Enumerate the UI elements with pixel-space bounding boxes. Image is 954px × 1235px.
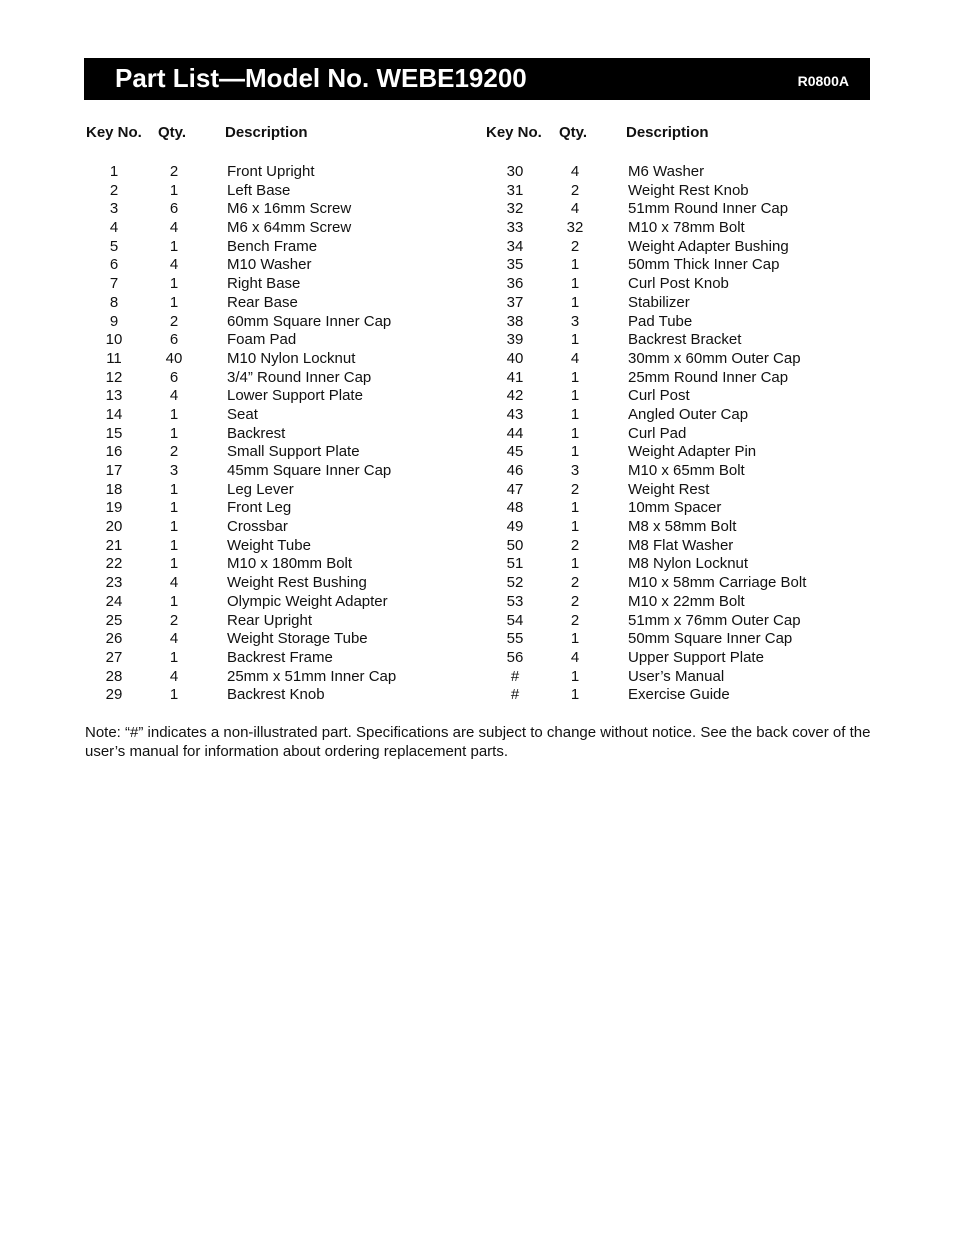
footnote: Note: “#” indicates a non-illustrated part. Specifications are subject to change without notice. See the back cover of the user’s manual for information about ordering replacement parts.	[85, 724, 871, 760]
part-row	[486, 593, 870, 612]
part-row	[85, 331, 465, 350]
part-row	[486, 462, 870, 481]
part-row	[85, 256, 465, 275]
part-description: Lower Support Plate	[227, 387, 363, 405]
part-row	[486, 481, 870, 500]
part-key-no: 6	[109, 256, 119, 274]
part-key-no: 17	[105, 462, 123, 479]
part-description: Weight Rest Knob	[628, 181, 749, 199]
part-key-no: 39	[506, 331, 524, 349]
part-row	[486, 350, 870, 369]
part-key-no: 9	[109, 312, 119, 330]
part-row	[85, 499, 465, 518]
part-key-no: 34	[506, 237, 524, 255]
part-qty: 1	[570, 686, 580, 704]
part-key-no: 49	[506, 518, 524, 536]
part-qty: 2	[169, 611, 179, 629]
part-row	[486, 518, 870, 537]
title-bar	[84, 58, 870, 100]
part-key-no: 4	[109, 219, 119, 237]
part-description: M10 x 58mm Carriage Bolt	[628, 574, 807, 592]
part-key-no: 50	[506, 536, 524, 554]
part-key-no: 23	[105, 574, 123, 592]
part-key-no: 56	[506, 648, 524, 666]
part-row	[486, 630, 870, 649]
part-description: Stabilizer	[628, 293, 690, 311]
part-qty: 1	[169, 536, 179, 554]
part-description: 51mm Round Inner Cap	[628, 200, 789, 218]
part-description: Backrest Frame	[227, 648, 333, 666]
part-row	[486, 499, 870, 518]
part-description: M8 Flat Washer	[628, 536, 734, 554]
part-row	[85, 649, 465, 668]
part-qty: 6	[169, 200, 179, 218]
part-key-no: 52	[506, 574, 524, 592]
part-row	[486, 200, 870, 219]
part-row	[85, 350, 465, 369]
part-row	[85, 200, 465, 219]
part-description: Pad Tube	[628, 312, 693, 330]
part-description: Weight Adapter Pin	[628, 443, 757, 461]
part-row	[486, 275, 870, 294]
part-key-no: 44	[506, 424, 524, 442]
part-row	[85, 668, 465, 687]
part-description: 60mm Square Inner Cap	[227, 312, 392, 330]
part-qty: 1	[570, 387, 580, 405]
part-description: Rear Base	[227, 293, 298, 311]
part-row	[486, 256, 870, 275]
part-description: M10 x 180mm Bolt	[227, 555, 353, 573]
part-description: Seat	[227, 405, 258, 423]
part-row	[85, 182, 465, 201]
part-key-no: #	[510, 686, 520, 704]
part-key-no: 15	[105, 424, 123, 442]
part-qty: 1	[570, 667, 580, 685]
part-qty: 1	[169, 424, 179, 442]
part-row	[85, 443, 465, 462]
part-qty: 1	[169, 480, 179, 498]
part-key-no: 54	[506, 611, 524, 629]
part-key-no: 24	[105, 592, 123, 610]
part-row	[85, 537, 465, 556]
part-description: Small Support Plate	[227, 443, 360, 461]
part-qty: 1	[570, 555, 580, 573]
part-key-no: 43	[506, 405, 524, 423]
part-row	[85, 462, 465, 481]
part-key-no: 40	[506, 349, 524, 367]
part-key-no: 2	[109, 181, 119, 199]
part-qty: 6	[169, 368, 179, 386]
part-key-no: 12	[105, 368, 123, 386]
part-description: 45mm Square Inner Cap	[227, 462, 392, 479]
part-description: Weight Rest	[628, 480, 710, 498]
part-qty: 1	[570, 368, 580, 386]
part-description: Backrest Knob	[227, 686, 325, 704]
part-qty: 1	[570, 293, 580, 311]
part-qty: 1	[570, 275, 580, 293]
part-row	[486, 612, 870, 631]
part-key-no: 36	[506, 275, 524, 293]
part-qty: 32	[566, 219, 584, 237]
part-key-no: 1	[109, 163, 119, 180]
part-key-no: 53	[506, 592, 524, 610]
part-row	[486, 294, 870, 313]
part-qty: 1	[169, 648, 179, 666]
part-qty: 2	[169, 443, 179, 461]
part-description: Angled Outer Cap	[628, 405, 749, 423]
part-description: User’s Manual	[628, 667, 725, 685]
part-description: 25mm x 51mm Inner Cap	[227, 667, 397, 685]
part-qty: 1	[169, 237, 179, 255]
part-description: M10 x 22mm Bolt	[628, 592, 745, 610]
part-qty: 2	[570, 611, 580, 629]
part-description: Left Base	[227, 181, 291, 199]
part-description: 50mm Thick Inner Cap	[628, 256, 780, 274]
part-row	[486, 686, 870, 705]
part-row	[85, 406, 465, 425]
part-qty: 3	[570, 462, 580, 479]
part-row	[486, 387, 870, 406]
part-key-no: 26	[105, 630, 123, 648]
part-qty: 4	[570, 349, 580, 367]
part-qty: 1	[169, 555, 179, 573]
part-row	[85, 518, 465, 537]
part-description: Backrest Bracket	[628, 331, 742, 349]
part-description: M6 x 16mm Screw	[227, 200, 352, 218]
part-qty: 2	[570, 536, 580, 554]
part-qty: 4	[570, 200, 580, 218]
part-qty: 1	[169, 518, 179, 536]
part-row	[85, 612, 465, 631]
part-description: 25mm Round Inner Cap	[628, 368, 789, 386]
part-key-no: 3	[109, 200, 119, 218]
part-key-no: 35	[506, 256, 524, 274]
part-row	[486, 313, 870, 332]
part-description: Crossbar	[227, 518, 288, 536]
part-qty: 4	[169, 667, 179, 685]
part-description: Leg Lever	[227, 480, 294, 498]
part-description: Weight Rest Bushing	[227, 574, 367, 592]
part-key-no: 28	[105, 667, 123, 685]
part-key-no: 13	[105, 387, 123, 405]
parts-list-left	[85, 163, 465, 705]
part-description: M8 Nylon Locknut	[628, 555, 749, 573]
part-qty: 1	[169, 499, 179, 517]
part-description: M10 x 78mm Bolt	[628, 219, 745, 237]
part-qty: 4	[169, 630, 179, 648]
part-description: Front Leg	[227, 499, 292, 517]
part-row	[85, 238, 465, 257]
part-key-no: 20	[105, 518, 123, 536]
part-qty: 4	[169, 387, 179, 405]
part-qty: 4	[570, 648, 580, 666]
part-qty: 2	[570, 574, 580, 592]
part-description: Right Base	[227, 275, 301, 293]
document-code: R0800A	[797, 73, 849, 89]
left-header-description: Description	[225, 124, 308, 141]
part-qty: 6	[169, 331, 179, 349]
part-row	[85, 686, 465, 705]
part-description: Weight Tube	[227, 536, 311, 554]
part-key-no: 48	[506, 499, 524, 517]
part-qty: 3	[570, 312, 580, 330]
part-qty: 1	[570, 405, 580, 423]
part-row	[85, 387, 465, 406]
part-key-no: 32	[506, 200, 524, 218]
part-description: 3/4” Round Inner Cap	[227, 368, 372, 386]
part-key-no: 45	[506, 443, 524, 461]
part-qty: 4	[169, 574, 179, 592]
part-qty: 1	[570, 443, 580, 461]
part-key-no: 51	[506, 555, 524, 573]
part-qty: 1	[169, 405, 179, 423]
part-row	[486, 574, 870, 593]
part-description: 50mm Square Inner Cap	[628, 630, 793, 648]
right-header-key-no: Key No.	[486, 124, 542, 141]
part-description: 30mm x 60mm Outer Cap	[628, 349, 801, 367]
part-key-no: 11	[106, 349, 122, 367]
part-key-no: 10	[105, 331, 123, 349]
part-description: Olympic Weight Adapter	[227, 592, 388, 610]
part-qty: 2	[169, 312, 179, 330]
part-row	[486, 555, 870, 574]
part-description: M6 x 64mm Screw	[227, 219, 352, 237]
part-row	[85, 481, 465, 500]
part-description: M10 Nylon Locknut	[227, 349, 356, 367]
part-key-no: 33	[506, 219, 524, 237]
part-row	[85, 555, 465, 574]
part-description: Weight Adapter Bushing	[628, 237, 789, 255]
part-qty: 2	[169, 163, 179, 180]
part-qty: 1	[169, 686, 179, 704]
part-key-no: 41	[506, 368, 524, 386]
part-key-no: 19	[105, 499, 123, 517]
part-qty: 1	[169, 181, 179, 199]
part-qty: 1	[169, 293, 179, 311]
part-description: Curl Post Knob	[628, 275, 729, 293]
part-qty: 4	[169, 219, 179, 237]
part-key-no: 25	[105, 611, 123, 629]
part-description: Backrest	[227, 424, 286, 442]
part-qty: 1	[570, 630, 580, 648]
part-key-no: 47	[506, 480, 524, 498]
part-qty: 2	[570, 592, 580, 610]
part-qty: 2	[570, 181, 580, 199]
part-description: 10mm Spacer	[628, 499, 722, 517]
part-description: Bench Frame	[227, 237, 318, 255]
part-row	[486, 537, 870, 556]
part-qty: 1	[570, 499, 580, 517]
part-qty: 1	[570, 424, 580, 442]
right-header-qty: Qty.	[559, 124, 588, 141]
part-key-no: 5	[109, 237, 119, 255]
part-description: Curl Pad	[628, 424, 687, 442]
part-qty: 1	[169, 592, 179, 610]
part-key-no: 30	[506, 163, 524, 180]
part-key-no: 16	[105, 443, 123, 461]
part-qty: 3	[169, 462, 179, 479]
part-qty: 1	[570, 518, 580, 536]
part-qty: 40	[165, 349, 183, 367]
part-row	[85, 313, 465, 332]
part-key-no: 42	[506, 387, 524, 405]
part-description: Curl Post	[628, 387, 690, 405]
part-row	[486, 163, 870, 182]
part-key-no: 55	[506, 630, 524, 648]
part-row	[85, 275, 465, 294]
part-qty: 4	[570, 163, 580, 180]
part-key-no: 7	[109, 275, 119, 293]
part-row	[486, 238, 870, 257]
part-description: Foam Pad	[227, 331, 297, 349]
part-row	[486, 219, 870, 238]
part-row	[486, 668, 870, 687]
part-row	[486, 369, 870, 388]
part-description: 51mm x 76mm Outer Cap	[628, 611, 801, 629]
part-row	[486, 406, 870, 425]
part-description: Upper Support Plate	[628, 648, 764, 666]
left-header-key-no: Key No.	[86, 124, 142, 141]
part-key-no: 27	[105, 648, 123, 666]
part-description: M10 x 65mm Bolt	[628, 462, 745, 479]
part-row	[486, 425, 870, 444]
part-description: M8 x 58mm Bolt	[628, 518, 737, 536]
part-key-no: 18	[105, 480, 123, 498]
part-row	[486, 649, 870, 668]
part-key-no: 29	[105, 686, 123, 704]
part-description: M10 Washer	[227, 256, 312, 274]
part-row	[85, 163, 465, 182]
part-qty: 2	[570, 237, 580, 255]
part-description: Weight Storage Tube	[227, 630, 368, 648]
part-row	[85, 574, 465, 593]
part-qty: 2	[570, 480, 580, 498]
right-header-description: Description	[626, 124, 709, 141]
page-title: Part List—Model No. WEBE19200	[115, 63, 527, 93]
part-key-no: 8	[109, 293, 119, 311]
part-description: Rear Upright	[227, 611, 313, 629]
part-key-no: 38	[506, 312, 524, 330]
part-description: M6 Washer	[628, 163, 705, 180]
part-key-no: 37	[506, 293, 524, 311]
part-row	[486, 331, 870, 350]
part-key-no: 46	[506, 462, 524, 479]
part-description: Front Upright	[227, 163, 315, 180]
part-qty: 1	[169, 275, 179, 293]
part-row	[486, 182, 870, 201]
part-row	[85, 425, 465, 444]
part-qty: 4	[169, 256, 179, 274]
part-key-no: 31	[506, 181, 524, 199]
part-row	[85, 219, 465, 238]
part-row	[85, 593, 465, 612]
part-row	[85, 294, 465, 313]
part-description: Exercise Guide	[628, 686, 730, 704]
left-header-qty: Qty.	[158, 124, 187, 141]
part-row	[85, 630, 465, 649]
part-key-no: 22	[105, 555, 123, 573]
part-row	[85, 369, 465, 388]
part-key-no: #	[510, 667, 520, 685]
part-key-no: 14	[105, 405, 123, 423]
part-row	[486, 443, 870, 462]
part-qty: 1	[570, 331, 580, 349]
part-key-no: 21	[105, 536, 123, 554]
parts-list-right	[486, 163, 870, 705]
part-qty: 1	[570, 256, 580, 274]
